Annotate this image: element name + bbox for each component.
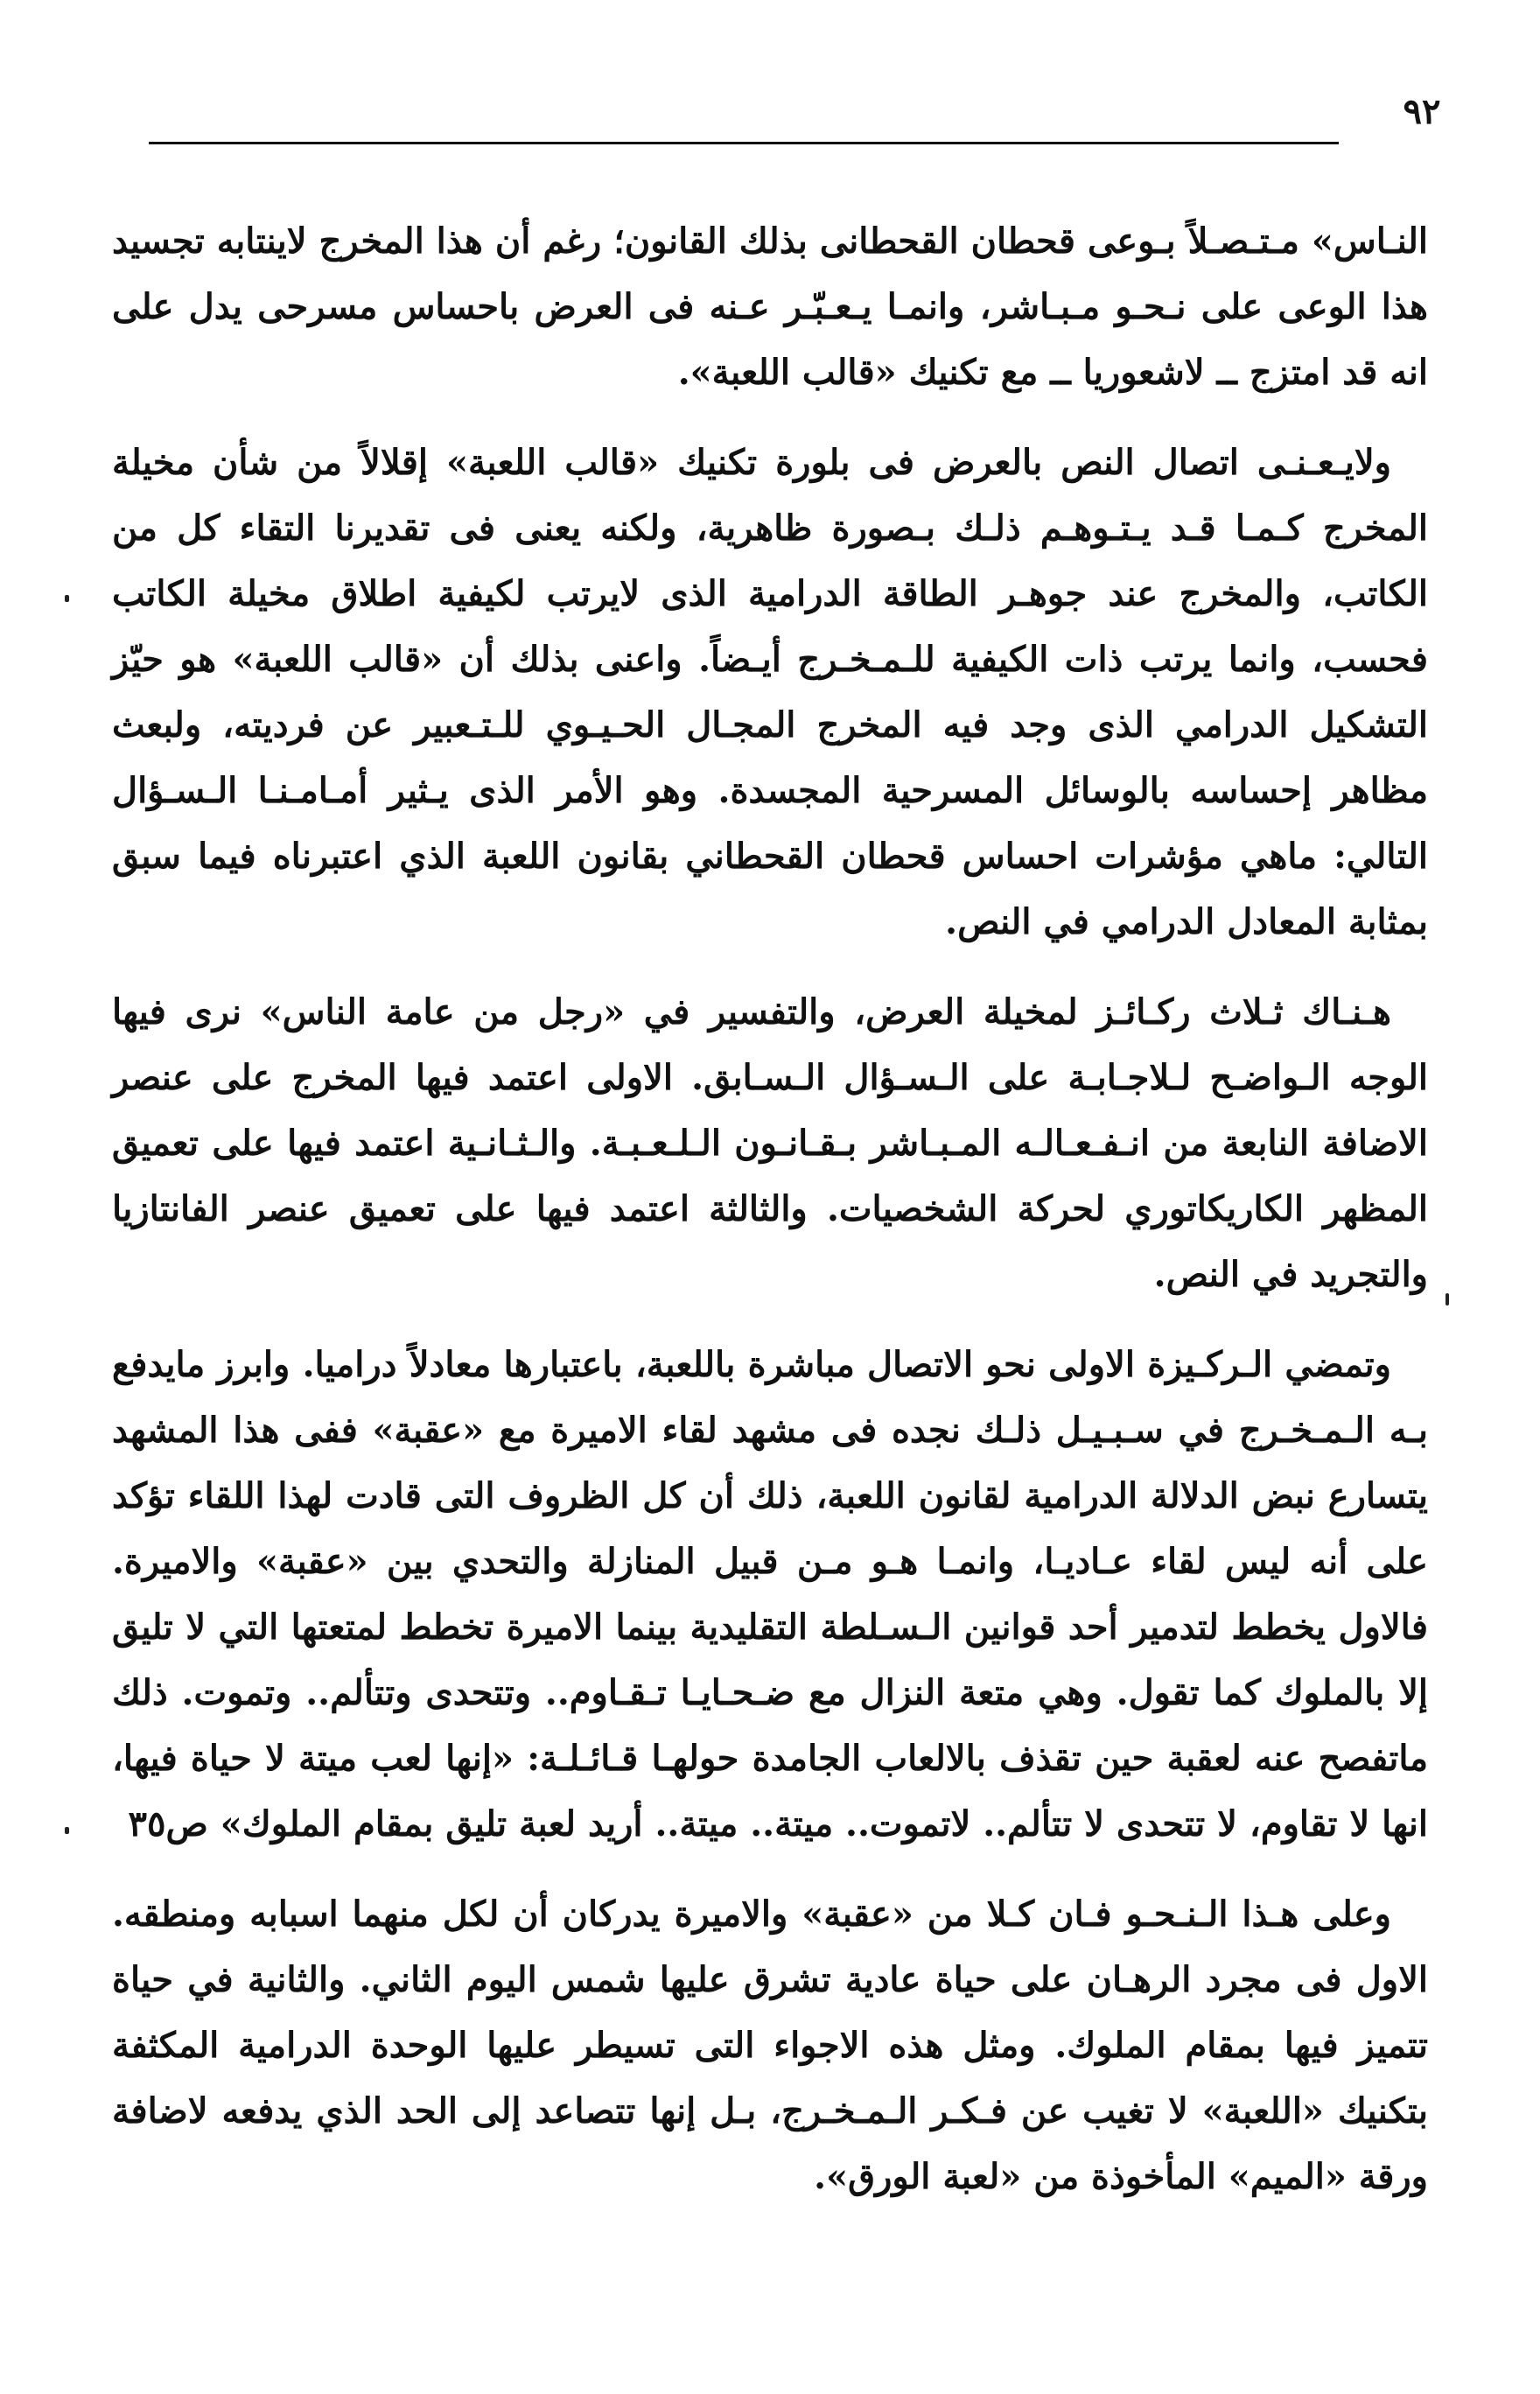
margin-speck xyxy=(1446,1293,1449,1306)
body-text xyxy=(112,208,1428,2234)
paragraph-1: النـاس» مـتـصـلاً بـوعى قحطان القحطانى بذلك القانون؛ رغم أن هذا المخرج لاينتابه تجسيد هذا الوعى على نـحـو مـبـاشر، وانمـا يـعـبّـر عـنه فى العرض باحساس مسرحى يدل على انه قد امتزج ــ لاشعوريا ــ مع تكنيك «قالب اللعبة». xyxy=(112,220,1428,393)
paragraph-5: وعلى هـذا الـنـحـو فـان كـلا من «عقبة» والاميرة يدركان أن لكل منهما اسبابه ومنطقه. الاول فى مجرد الرهـان على حياة عادية تشرق عليها شمس اليوم الثاني. والثانية في حياة تتميز فيها بمقام الملوك. ومثل هذه الاجواء التى تسيطر عليها الوحدة الدرامية المكثفة بتكنيك «اللعبة» لا تغيب عن فـكـر الـمـخـرج، بـل إنها تتصاعد إلى الحد الذي يدفعه لاضافة ورقة «الميم» المأخوذة من «لعبة الورق». xyxy=(112,1894,1428,2197)
margin-speck xyxy=(65,595,69,602)
margin-speck xyxy=(65,1827,69,1834)
header-rule xyxy=(149,142,1339,144)
page-number: ٩٢ xyxy=(1403,91,1441,132)
paragraph-2: ولايـعـنـى اتصال النص بالعرض فى بلورة تكنيك «قالب اللعبة» إقلالاً من شأن مخيلة المخرج كـمـا قـد يـتـوهـم ذلـك بـصورة ظاهرية، ولكنه يعنى فى تقديرنا التقاء كل من الكاتب، والمخرج عند جوهـر الطاقة الدرامية الذى لايرتب لكيفية اطلاق مخيلة الكاتب فحسب، وانما يرتب ذات الكيفية للـمـخـرج أيـضاً. واعنى بذلك أن «قالب اللعبة» هو حيّز التشكيل الدرامي الذى وجد فيه المخرج المجـال الحـيـوي للـتـعبير عن فرديته، ولبعث مظاهر إحساسه بالوسائل المسرحية المجسدة. وهو الأمر الذى يـثير أمـامـنـا الـسـؤال التالي: ماهي مؤشرات احساس قحطان القحطاني بقانون اللعبة الذي اعتبرناه فيما سبق بمثابة المعادل الدرامي في النص. xyxy=(112,442,1428,942)
paragraph-4: وتمضي الـركـيزة الاولى نحو الاتصال مباشرة باللعبة، باعتبارها معادلاً دراميا. وابرز مايدفع بـه الـمـخـرج في سـبـيـل ذلـك نجده فى مشهد لقاء الاميرة مع «عقبة» ففى هذا المشهد يتسارع نبض الدلالة الدرامية لقانون اللعبة، ذلك أن كل الظروف التى قادت لهذا اللقاء تؤكد على أنه ليس لقاء عـاديـا، وانمـا هـو مـن قبيل المنازلة والتحدي بين «عقبة» والاميرة. فالاول يخطط لتدمير أحد قوانين الـسـلطة التقليدية بينما الاميرة تخطط لمتعتها التي لا تليق إلا بالملوك كما تقول. وهي متعة النزال مع ضـحـايـا تـقـاوم.. وتتحدى وتتألم.. وتموت. ذلك ماتفصح عنه لعقبة حين تقذف بالالعاب الجامدة حولهـا قـائـلـة: «إنها لعب ميتة لا حياة فيها، انها لا تقاوم، لا تتحدى لا تتألم.. لاتموت.. ميتة.. ميتة.. أريد لعبة تليق بمقام الملوك» ص٣٥ xyxy=(112,1344,1428,1844)
paragraph-3: هـنـاك ثـلاث ركـائـز لمخيلة العرض، والتفسير في «رجل من عامة الناس» نرى فيها الوجه الـواضـح لـلاجـابـة على الـسـؤال الـسـابق. الاولى اعتمد فيها المخرج على عنصر الاضافة النابعة من انـفـعـالـه المـبـاشر بـقـانـون الـلـعـبـة. والـثـانـية اعتمد فيها على تعميق المظهر الكاريكاتوري لحركة الشخصيات. والثالثة اعتمد فيها على تعميق عنصر الفانتازيا والتجريد في النص. xyxy=(112,991,1428,1295)
